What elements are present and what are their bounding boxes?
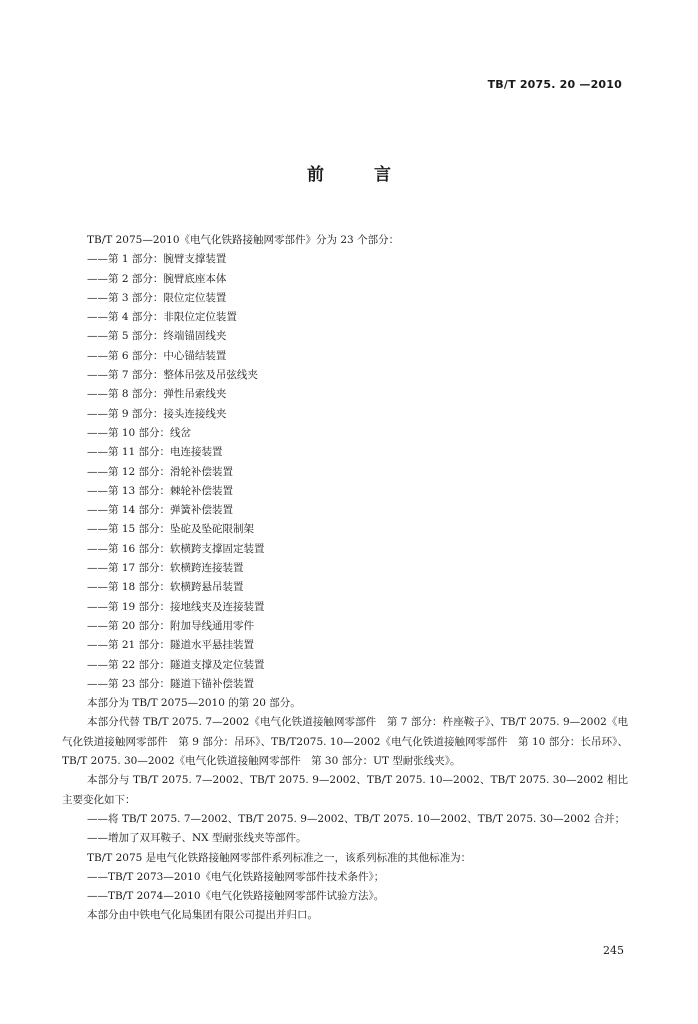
list-item: ——第 23 部分：隧道下锚补偿装置: [87, 677, 255, 690]
standard-code-header: TB/T 2075. 20 —2010: [487, 78, 622, 91]
list-item: ——第 10 部分：线岔: [87, 426, 192, 439]
list-item: ——第 5 部分：终端锚固线夹: [87, 330, 227, 343]
list-item: ——第 8 部分：弹性吊索线夹: [87, 388, 227, 401]
parts-list: [62, 250, 628, 694]
paragraph-series: TB/T 2075 是电气化铁路接触网零部件系列标准之一，该系列标准的其他标准为：: [87, 851, 472, 864]
list-item: ——第 6 部分：中心锚结装置: [87, 349, 227, 362]
list-item: ——第 7 部分：整体吊弦及吊弦线夹: [87, 369, 258, 382]
document-body: [62, 231, 628, 926]
list-item: ——第 9 部分：接头连接线夹: [87, 407, 227, 420]
list-item: ——第 12 部分：滑轮补偿装置: [87, 465, 234, 478]
list-item: ——第 4 部分：非限位定位装置: [87, 311, 237, 324]
list-item: ——第 11 部分：电连接装置: [87, 446, 223, 459]
series-item: ——TB/T 2073—2010《电气化铁路接触网零部件技术条件》；: [87, 870, 385, 883]
list-item: ——第 3 部分：限位定位装置: [87, 291, 227, 304]
list-item: ——第 14 部分：弹簧补偿装置: [87, 504, 234, 517]
list-item: ——第 2 部分：腕臂底座本体: [87, 272, 227, 285]
paragraph-proposer: 本部分由中铁电气化局集团有限公司提出并归口。: [87, 909, 318, 922]
list-item: ——第 13 部分：棘轮补偿装置: [87, 484, 234, 497]
paragraph-replaces: 本部分代替 TB/T 2075. 7—2002《电气化铁道接触网零部件 第 7 部分：杵座鞍子》、TB/T 2075. 9—2002《电气化铁道接触网零部件 第 9 部分：吊环》、TB/T2075. 10—2002《电气化铁道接触网零部件 第 10 部分：长吊环》、TB/T 2075. 30—2002《电气化铁道接触网零部件 第 30 部分：UT 型耐张线夹》。: [62, 716, 628, 768]
list-item: ——第 17 部分：软横跨连接装置: [87, 562, 244, 575]
list-item: ——第 15 部分：坠砣及坠砣限制架: [87, 523, 255, 536]
list-item: ——第 1 部分：腕臂支撑装置: [87, 253, 227, 266]
list-item: ——第 20 部分：附加导线通用零件: [87, 619, 255, 632]
series-item: ——TB/T 2074—2010《电气化铁路接触网零部件试验方法》。: [87, 890, 385, 903]
change-item: ——将 TB/T 2075. 7—2002、TB/T 2075. 9—2002、TB/T 2075. 10—2002、TB/T 2075. 30—2002 合并；: [87, 812, 626, 825]
change-item: ——增加了双耳鞍子、NX 型耐张线夹等部件。: [87, 832, 307, 845]
paragraph-changes: 本部分与 TB/T 2075. 7—2002、TB/T 2075. 9—2002、TB/T 2075. 10—2002、TB/T 2075. 30—2002 相比主要变化如下：: [62, 774, 628, 806]
page-number: 245: [603, 944, 624, 957]
list-item: ——第 16 部分：软横跨支撑固定装置: [87, 542, 265, 555]
list-item: ——第 19 部分：接地线夹及连接装置: [87, 600, 265, 613]
paragraph: 本部分为 TB/T 2075—2010 的第 20 部分。: [87, 697, 301, 710]
page-title: 前 言: [307, 165, 413, 185]
intro-line: TB/T 2075—2010《电气化铁路接触网零部件》分为 23 个部分：: [87, 234, 400, 246]
list-item: ——第 22 部分：隧道支撑及定位装置: [87, 658, 265, 671]
list-item: ——第 18 部分：软横跨悬吊装置: [87, 581, 244, 594]
list-item: ——第 21 部分：隧道水平悬挂装置: [87, 639, 255, 652]
